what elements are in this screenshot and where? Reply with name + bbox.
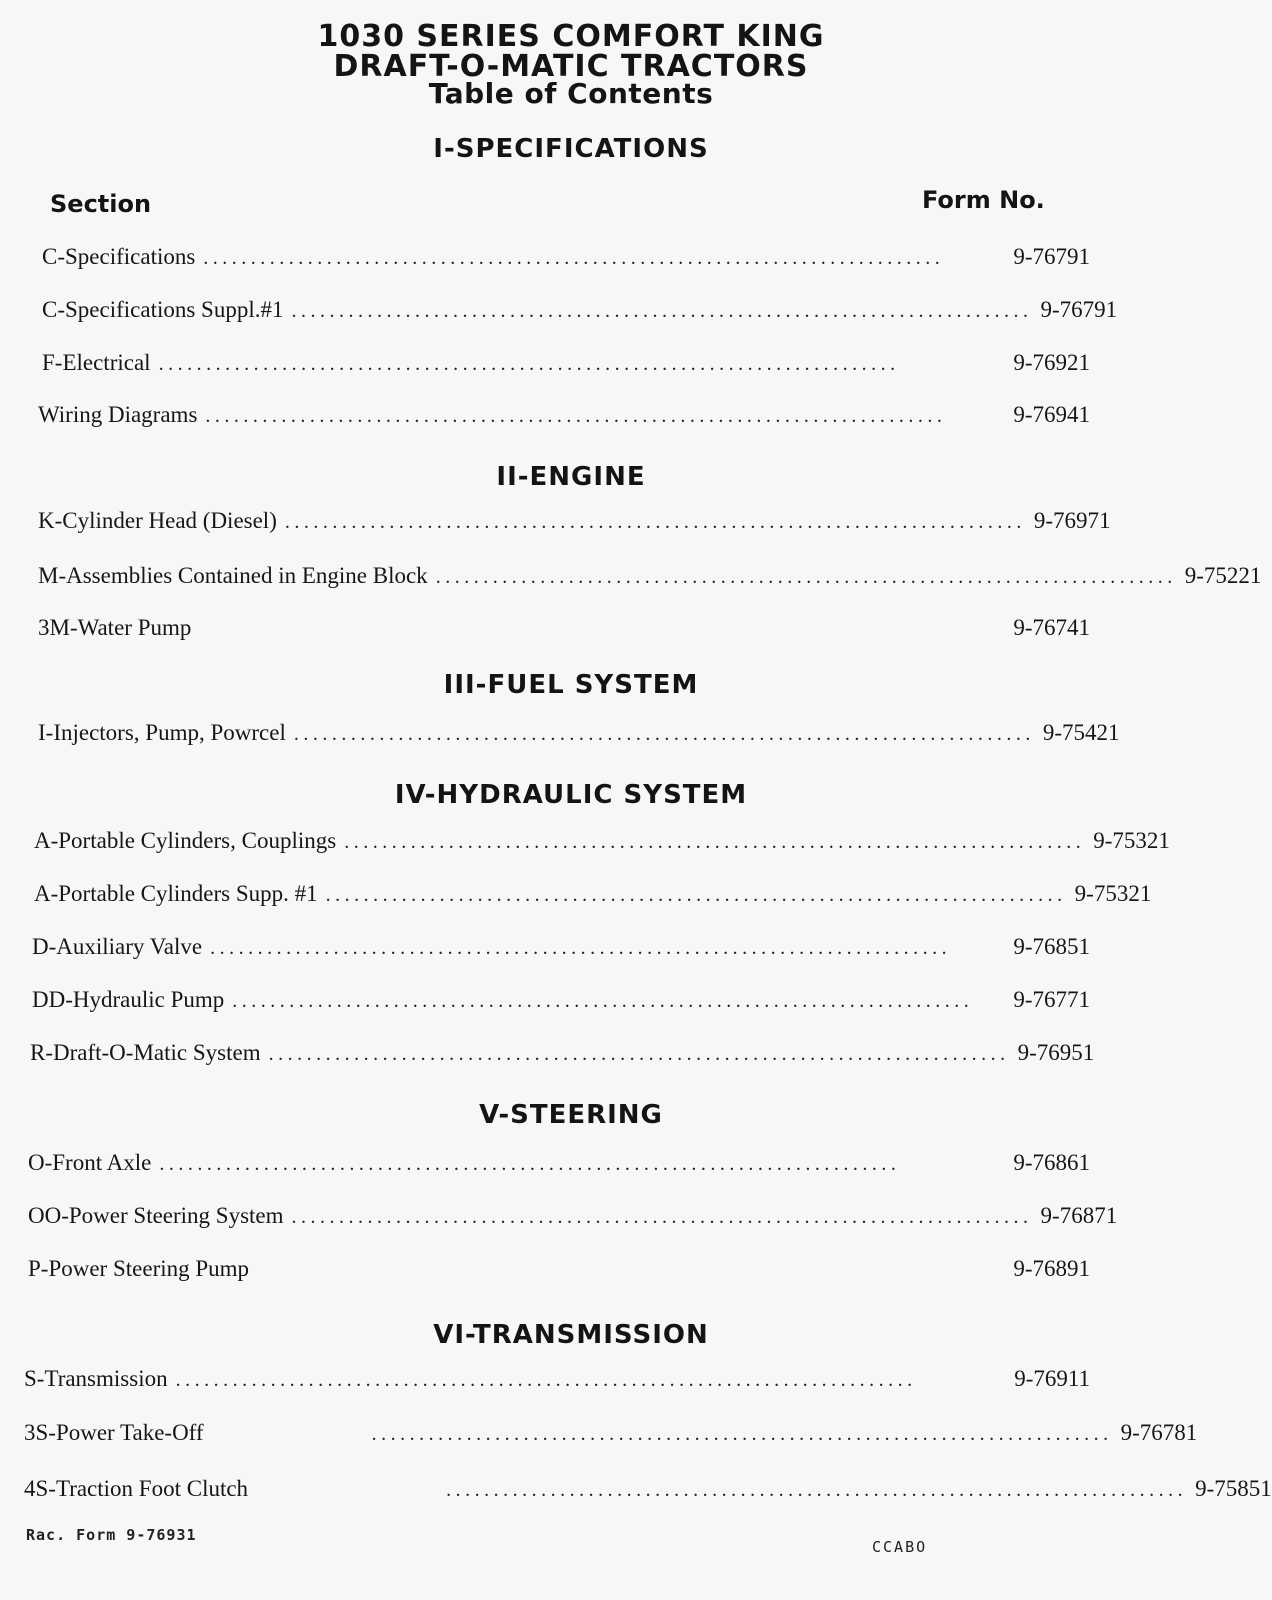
footer-form-reference: Rac. Form 9-76931 [26,1526,197,1544]
entry-section: 3S-Power Take-Off [24,1420,204,1445]
toc-entry [38,720,1120,750]
toc-entry [42,350,1090,380]
entry-section: S-Transmission [24,1366,168,1391]
entry-form-no: 9-75321 [1074,881,1152,906]
entry-form-no: 9-76791 [1013,244,1090,269]
dot-leader: .............................................................................. [205,405,947,427]
entry-section: P-Power Steering Pump [28,1256,250,1281]
entry-form-no: 9-75851 [1195,1476,1272,1501]
toc-entry [24,1366,1090,1396]
entry-section: K-Cylinder Head (Diesel) [38,508,277,533]
entry-section: OO-Power Steering System [28,1203,284,1228]
group-heading-engine: II-ENGINE [496,462,646,492]
entry-form-no: 9-75421 [1042,720,1120,745]
entry-section: M-Assemblies Contained in Engine Block [38,563,428,588]
entry-section: O-Front Axle [28,1150,152,1175]
entry-section: F-Electrical [42,350,151,375]
dot-leader: .............................................................................. [325,884,1067,906]
entry-form-no: 9-76911 [1014,1366,1090,1391]
dot-leader: .............................................................................. [203,247,945,269]
dot-leader: .............................................................................. [344,831,1086,853]
entry-section: 3M-Water Pump [38,615,192,640]
dot-leader: .............................................................................. [284,511,1026,533]
entry-section: A-Portable Cylinders, Couplings [34,828,337,853]
entry-form-no: 9-76791 [1040,297,1118,322]
entry-form-no: 9-75221 [1184,563,1262,588]
toc-entry [38,563,1262,593]
group-heading-transmission: VI-TRANSMISSION [433,1320,709,1350]
group-heading-steering: V-STEERING [479,1100,663,1130]
entry-section: Wiring Diagrams [38,402,198,427]
entry-form-no: 9-76781 [1120,1420,1198,1445]
toc-entry [42,244,1090,274]
entry-form-no: 9-76871 [1040,1203,1118,1228]
group-heading-fuel-system: III-FUEL SYSTEM [443,670,699,700]
title-line-2: DRAFT-O-MATIC TRACTORS [333,49,809,84]
entry-section: A-Portable Cylinders Supp. #1 [34,881,318,906]
dot-leader: .............................................................................. [371,1423,1113,1445]
entry-form-no: 9-76851 [1013,934,1090,959]
entry-section: C-Specifications [42,244,196,269]
entry-form-no: 9-75321 [1093,828,1170,853]
entry-section: I-Injectors, Pump, Powrcel [38,720,286,745]
dot-leader: .............................................................................. [291,1206,1033,1228]
entry-form-no: 9-76771 [1013,987,1090,1012]
dot-leader: .............................................................................. [291,300,1033,322]
group-heading-hydraulic-system: IV-HYDRAULIC SYSTEM [394,780,748,810]
dot-leader: .............................................................................. [232,990,974,1012]
toc-entry [28,1203,1118,1233]
dot-leader: .............................................................................. [268,1043,1010,1065]
title-line-1: 1030 SERIES COMFORT KING [317,19,825,54]
column-header-form-no: Form No. [922,186,1045,214]
dot-leader: .............................................................................. [293,723,1035,745]
dot-leader: .............................................................................. [210,937,952,959]
entry-form-no: 9-76941 [1013,402,1090,427]
toc-entry [30,1040,1095,1070]
toc-entry [32,987,1090,1017]
toc-entry [28,1256,1090,1286]
entry-form-no: 9-76741 [1013,615,1090,640]
toc-entry [38,615,1090,645]
entry-section: 4S-Traction Foot Clutch [24,1476,249,1501]
dot-leader: .............................................................................. [159,1153,901,1175]
entry-form-no: 9-76921 [1013,350,1090,375]
dot-leader: .............................................................................. [158,353,900,375]
entry-section: D-Auxiliary Valve [32,934,203,959]
column-header-section: Section [50,190,152,218]
title-line-3: Table of Contents [428,77,714,110]
footer-code: CCABO [872,1538,928,1556]
entry-section: C-Specifications Suppl.#1 [42,297,284,322]
entry-section: DD-Hydraulic Pump [32,987,225,1012]
toc-entry [38,402,1090,432]
toc-entry [24,1420,1198,1450]
toc-entry [34,881,1152,911]
dot-leader: .............................................................................. [175,1369,917,1391]
dot-leader: .............................................................................. [435,566,1177,588]
dot-leader: .............................................................................. [446,1479,1188,1501]
toc-entry [32,934,1090,964]
toc-entry [42,297,1118,327]
entry-form-no: 9-76971 [1033,508,1111,533]
toc-entry [34,828,1170,858]
entry-form-no: 9-76951 [1017,1040,1095,1065]
toc-entry [24,1476,1272,1506]
toc-entry [38,508,1111,538]
entry-form-no: 9-76861 [1013,1150,1090,1175]
toc-entry [28,1150,1090,1180]
entry-form-no: 9-76891 [1013,1256,1090,1281]
entry-section: R-Draft-O-Matic System [30,1040,261,1065]
group-heading-specifications: I-SPECIFICATIONS [433,134,709,164]
